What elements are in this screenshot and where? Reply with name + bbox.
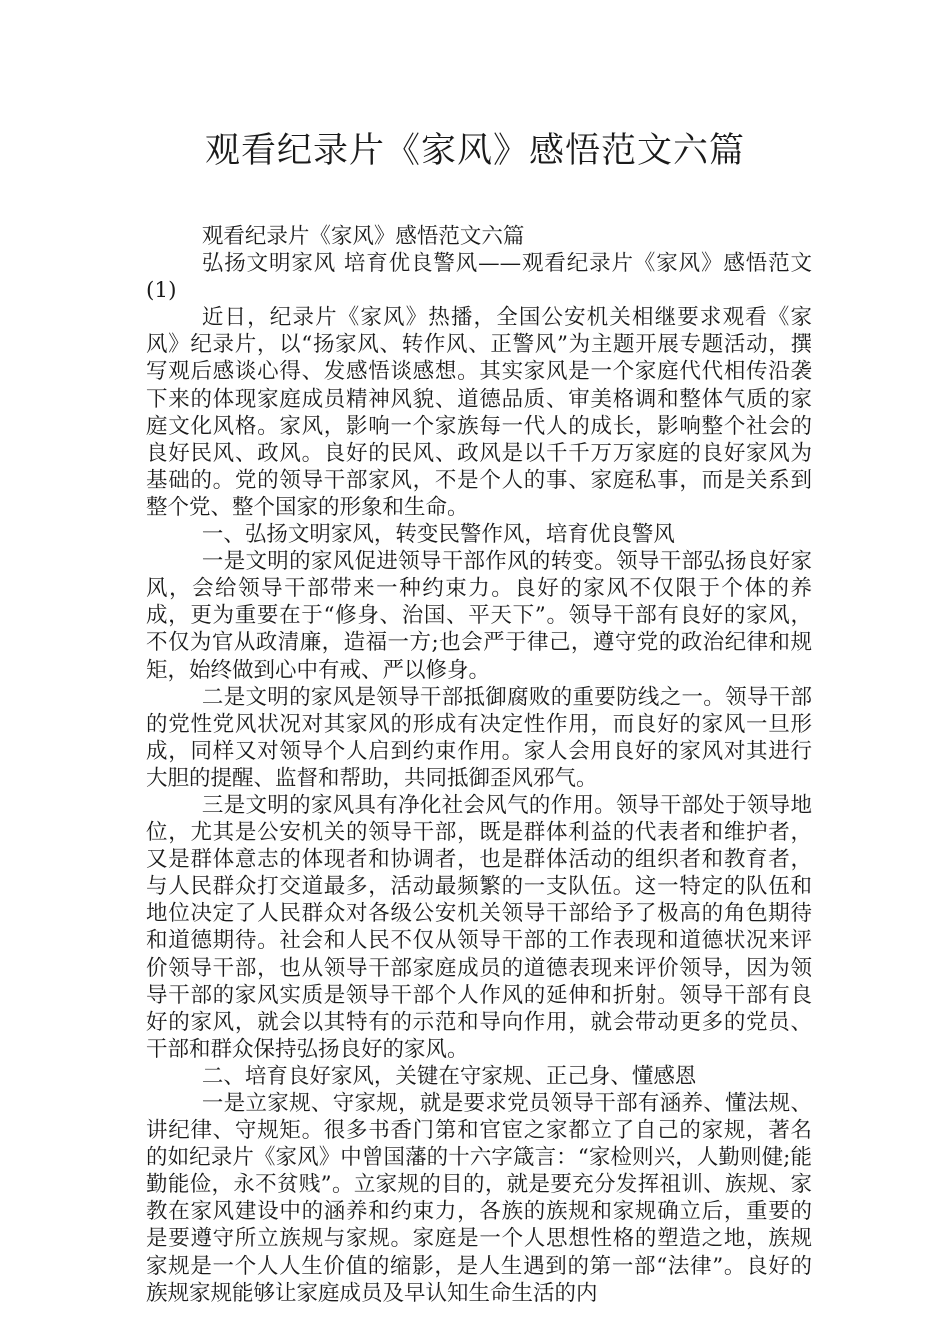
paragraph-point-2: 二是文明的家风是领导干部抵御腐败的重要防线之一。领导干部的党性党风状况对其家风的形成有决定性作用，而良好的家风一旦形成，同样又对领导个人启到约束作用。家人会用良好的家风对其进行大胆的提醒、监督和帮助，共同抵御歪风邪气。 [146, 684, 812, 791]
paragraph-article-heading: 弘扬文明家风 培育优良警风——观看纪录片《家风》感悟范文(1) [146, 251, 812, 304]
document-title: 观看纪录片《家风》感悟范文六篇 [204, 131, 745, 171]
document-body [146, 223, 812, 1307]
paragraph-intro: 近日，纪录片《家风》热播，全国公安机关相继要求观看《家风》纪录片，以“扬家风、转作风、正警风”为主题开展专题活动，撰写观后感谈心得、发感悟谈感想。其实家风是一个家庭代代相传沿袭下来的体现家庭成员精神风貌、道德品质、审美格调和整体气质的家庭文化风格。家风，影响一个家族每一代人的成长，影响整个社会的良好民风、政风。良好的民风、政风是以千千万万家庭的良好家风为基础的。党的领导干部家风，不是个人的事、家庭私事，而是关系到整个党、整个国家的形象和生命。 [146, 305, 812, 520]
section-heading-1: 一、弘扬文明家风，转变民警作风，培育优良警风 [201, 522, 675, 548]
paragraph-point-3: 三是文明的家风具有净化社会风气的作用。领导干部处于领导地位，尤其是公安机关的领导干部，既是群体利益的代表者和维护者，又是群体意志的体现者和协调者，也是群体活动的组织者和教育者，与人民群众打交道最多，活动最频繁的一支队伍。这一特定的队伍和地位决定了人民群众对各级公安机关领导干部给予了极高的角色期待和道德期待。社会和人民不仅从领导干部的工作表现和道德状况来评价领导干部，也从领导干部家庭成员的道德表现来评价领导，因为领导干部的家风实质是领导干部个人作风的延伸和折射。领导干部有良好的家风，就会以其特有的示范和导向作用，就会带动更多的党员、干部和群众保持弘扬良好的家风。 [146, 792, 812, 1062]
paragraph-point-4: 一是立家规、守家规，就是要求党员领导干部有涵养、懂法规、讲纪律、守规矩。很多书香门第和官宦之家都立了自己的家规，著名的如纪录片《家风》中曾国藩的十六字箴言：“家检则兴，人勤则健;能勤能俭，永不贫贱”。立家规的目的，就是要充分发挥祖训、族规、家教在家风建设中的涵养和约束力，各族的族规和家规确立后，重要的是要遵守所立族规与家规。家庭是一个人思想性格的塑造之地，族规家规是一个人人生价值的缩影，是人生遇到的第一部“法律”。良好的族规家规能够让家庭成员及早认知生命生活的内 [146, 1091, 812, 1306]
section-heading-2: 二、培育良好家风，关键在守家规、正己身、懂感恩 [201, 1063, 697, 1089]
paragraph-subtitle: 观看纪录片《家风》感悟范文六篇 [201, 224, 525, 249]
paragraph-point-1: 一是文明的家风促进领导干部作风的转变。领导干部弘扬良好家风，会给领导干部带来一种约束力。良好的家风不仅限于个体的养成，更为重要在于“修身、治国、平天下”。领导干部有良好的家风，不仅为官从政清廉，造福一方;也会严于律己，遵守党的政治纪律和规矩，始终做到心中有戒、严以修身。 [146, 549, 812, 683]
